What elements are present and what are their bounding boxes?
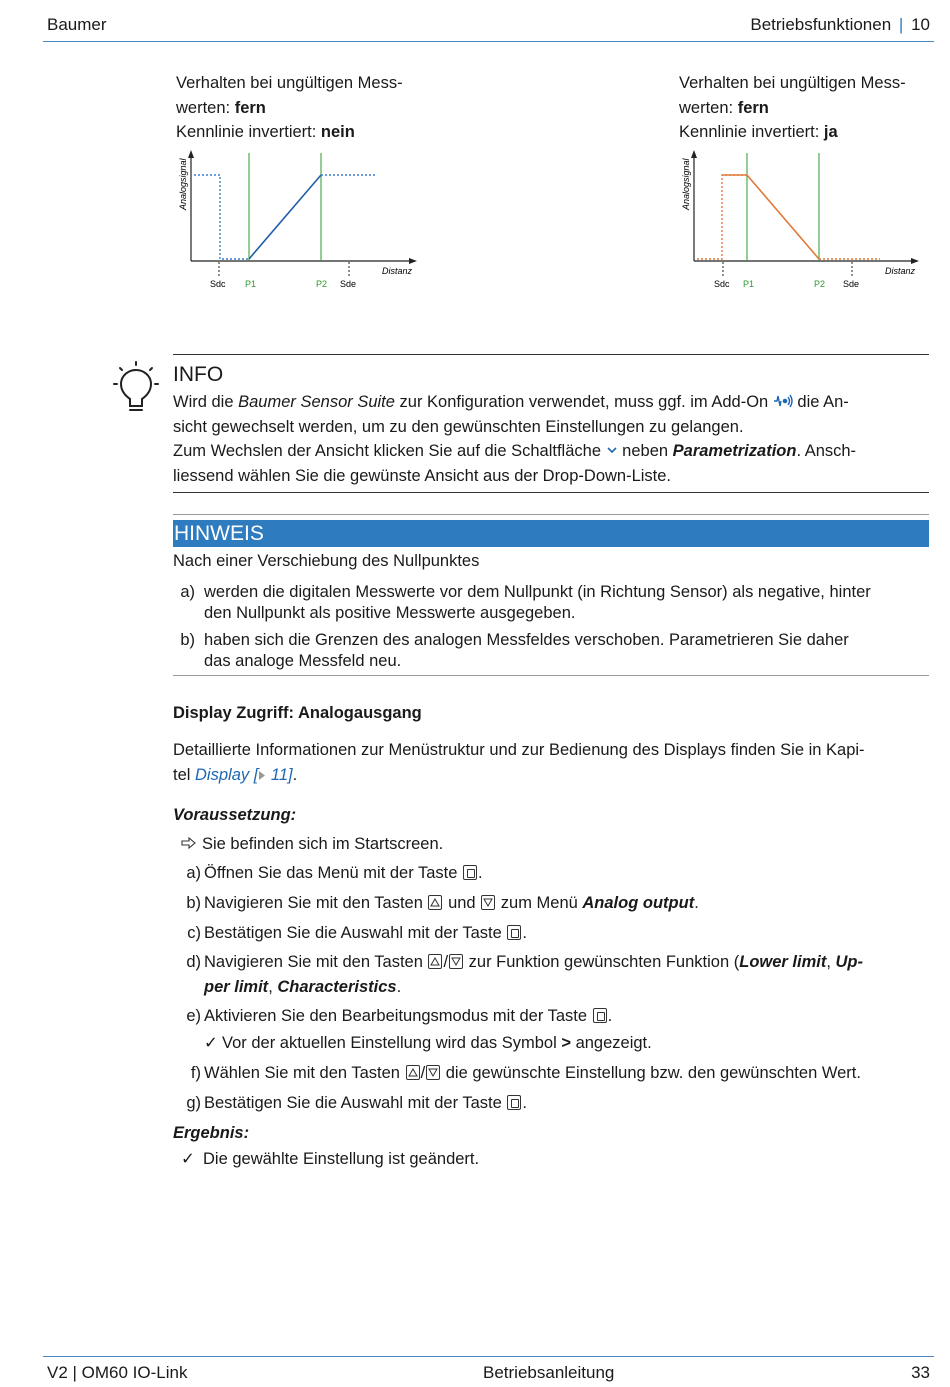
lightbulb-icon — [110, 360, 166, 418]
hinweis-bottom-rule — [173, 675, 929, 676]
display-chapter-link-page: 11] — [266, 765, 293, 784]
hinweis-item-a — [173, 582, 933, 623]
info-line-1-d: die An- — [792, 393, 849, 411]
figure-2-y-arrow — [691, 150, 697, 158]
step-e-result — [204, 1031, 924, 1056]
section-paragraph-line2-end: . — [292, 765, 298, 784]
figure-2-caption-line1: Verhalten bei ungültigen Mess- — [679, 74, 906, 92]
step-e-label: e) — [186, 1007, 201, 1025]
step-e-result-symbol: > — [561, 1034, 571, 1052]
step-c-body — [204, 921, 943, 946]
info-line-4: liessend wählen Sie die gewünste Ansicht aus der Drop-Down-Liste. — [173, 466, 672, 485]
figure-2-caption-line2-prefix: werten: — [679, 98, 738, 117]
figure-1-x-arrow — [409, 258, 417, 264]
step-b-body — [204, 891, 943, 916]
info-line-2: sicht gewechselt werden, um zu den gewünschten Einstellungen zu gelangen. — [173, 417, 744, 436]
figure-1-caption-line2-value: fern — [234, 98, 266, 117]
figure-2-caption-line3-prefix: Kennlinie invertiert: — [679, 123, 824, 141]
step-d-text2: zur Funktion gewünschten Funktion ( — [464, 953, 740, 971]
result-item — [181, 1147, 479, 1172]
section-paragraph-line2 — [173, 763, 933, 788]
step-b-end: . — [694, 894, 699, 912]
display-chapter-link-text: Display [ — [195, 765, 259, 784]
figure-1-tick-sde: Sde — [340, 279, 357, 289]
step-c-text: Bestätigen Sie die Auswahl mit der Taste — [204, 924, 507, 942]
step-e-result-c: angezeigt. — [571, 1034, 652, 1052]
figure-1-caption-line2 — [176, 96, 403, 121]
info-top-rule — [173, 354, 929, 355]
figure-2-tick-p1: P1 — [743, 279, 755, 289]
hinweis-item-a-line2: den Nullpunkt als positive Messwerte ausgegeben. — [204, 603, 576, 622]
figure-1-graph — [170, 146, 430, 296]
step-f-slash: / — [420, 1064, 426, 1082]
step-b-text3: zum Menü — [496, 894, 583, 912]
figure-1-caption-line3-value: nein — [320, 123, 355, 141]
step-c-label: c) — [187, 924, 201, 942]
figure-1-y-label: Analogsignal — [178, 158, 188, 210]
prereq-arrow-icon — [181, 837, 197, 849]
step-c — [173, 921, 943, 946]
step-f-body — [204, 1061, 943, 1086]
figure-2-tick-sdc: Sdc — [714, 279, 730, 289]
prereq-title: Voraussetzung: — [173, 806, 297, 824]
header-separator: | — [898, 15, 904, 34]
down-key-icon — [449, 954, 463, 969]
ok-key-icon — [463, 865, 477, 880]
step-f-text2: die gewünschte Einstellung bzw. den gewünschten Wert. — [441, 1064, 861, 1082]
step-b-label: b) — [186, 894, 201, 912]
signal-wave-icon — [773, 393, 793, 409]
step-g-end: . — [522, 1094, 527, 1112]
hinweis-intro: Nach einer Verschiebung des Nullpunktes — [173, 552, 480, 570]
header-page-ref: 10 — [911, 15, 930, 34]
footer-rule — [43, 1356, 934, 1357]
step-d — [173, 950, 943, 999]
footer-doc-id: V2 | OM60 IO-Link — [47, 1363, 188, 1382]
step-e-text: Aktivieren Sie den Bearbeitungsmodus mit der Taste — [204, 1007, 592, 1025]
step-f — [173, 1061, 943, 1086]
down-key-icon — [426, 1065, 440, 1080]
step-d-upper-limit-part2: per limit — [204, 977, 269, 996]
info-title: INFO — [173, 363, 224, 386]
step-b — [173, 891, 943, 916]
step-d-label: d) — [186, 953, 201, 971]
figure-2-characteristic-line — [722, 175, 819, 259]
figure-2-caption-line2-value: fern — [737, 98, 769, 117]
step-d-line2 — [204, 975, 943, 1000]
figure-1-caption — [176, 71, 403, 145]
step-c-end: . — [522, 924, 527, 942]
step-d-line1 — [204, 950, 943, 975]
info-line-3-d: . Ansch- — [796, 442, 857, 460]
figure-2-tick-p2: P2 — [814, 279, 826, 289]
step-g — [173, 1091, 943, 1116]
step-e — [173, 1004, 943, 1029]
up-key-icon — [406, 1065, 420, 1080]
display-chapter-link[interactable] — [195, 766, 293, 784]
figure-1-x-label: Distanz — [382, 266, 413, 276]
info-line-1 — [173, 390, 933, 415]
result-title: Ergebnis: — [173, 1124, 250, 1142]
step-b-menu-name: Analog output — [582, 894, 695, 912]
section-heading: Display Zugriff: Analogausgang — [173, 704, 422, 722]
checkmark-icon: ✓ — [204, 1034, 218, 1052]
info-line-1-c: zur Konfiguration verwendet, muss ggf. im Add-On — [394, 393, 773, 411]
figure-2-caption-line3-value: ja — [823, 123, 838, 141]
info-bottom-rule — [173, 492, 929, 493]
hinweis-item-b-line2: das analoge Messfeld neu. — [204, 651, 402, 670]
step-a — [173, 861, 943, 886]
step-d-upper-limit-part1: Up- — [835, 953, 863, 971]
step-f-text1: Wählen Sie mit den Tasten — [204, 1064, 405, 1082]
info-line-1-a: Wird die — [173, 393, 239, 411]
hinweis-title-bar: HINWEIS — [173, 520, 929, 547]
info-line-3-a: Zum Wechslen der Ansicht klicken Sie auf die Schaltfläche — [173, 442, 606, 460]
up-key-icon — [428, 954, 442, 969]
figure-1-dotted-invalid-left — [194, 175, 249, 259]
info-parametrization: Parametrization — [672, 442, 797, 460]
step-g-label: g) — [186, 1094, 201, 1112]
figure-2-y-label: Analogsignal — [681, 158, 691, 210]
info-body — [173, 390, 933, 488]
header-section-title: Betriebsfunktionen — [750, 15, 892, 34]
ok-key-icon — [593, 1008, 607, 1023]
hinweis-item-a-label: a) — [180, 583, 195, 601]
info-line-3 — [173, 439, 933, 464]
prereq-item — [181, 832, 443, 857]
section-paragraph-line2-a: tel — [173, 765, 196, 784]
figure-1-tick-p1: P1 — [245, 279, 257, 289]
header-section — [750, 15, 930, 35]
chevron-down-icon — [606, 445, 618, 455]
footer-doc-type: Betriebsanleitung — [483, 1363, 615, 1382]
up-key-icon — [428, 895, 442, 910]
figure-2-caption — [679, 71, 906, 145]
figure-2-caption-line3 — [679, 120, 906, 145]
figure-2-x-label: Distanz — [885, 266, 916, 276]
step-d-lower-limit: Lower limit — [739, 953, 827, 971]
header-brand: Baumer — [47, 15, 107, 34]
figure-2-graph — [673, 146, 933, 296]
hinweis-item-b-label: b) — [180, 631, 195, 649]
step-e-result-a: Vor der aktuellen Einstellung wird das Symbol — [222, 1034, 562, 1052]
figure-2-tick-sde: Sde — [843, 279, 860, 289]
figure-1-caption-line2-prefix: werten: — [176, 98, 235, 117]
hinweis-top-rule — [173, 514, 929, 515]
figure-2-dotted-invalid-left — [697, 175, 747, 259]
figure-1-caption-line3 — [176, 120, 403, 145]
checkmark-icon: ✓ — [181, 1150, 195, 1168]
step-f-label: f) — [190, 1064, 201, 1082]
info-software-name: Baumer Sensor Suite — [238, 393, 395, 411]
step-a-text: Öffnen Sie das Menü mit der Taste — [204, 864, 463, 882]
step-e-end: . — [607, 1007, 613, 1025]
step-d-comma1: , — [826, 953, 836, 971]
step-g-text: Bestätigen Sie die Auswahl mit der Taste — [204, 1094, 507, 1112]
step-a-body — [204, 861, 943, 886]
figure-1-y-arrow — [188, 150, 194, 158]
hinweis-item-a-line1: werden die digitalen Messwerte vor dem Nullpunkt (in Richtung Sensor) als negative, hinter — [204, 583, 871, 601]
down-key-icon — [481, 895, 495, 910]
step-g-body — [204, 1091, 943, 1116]
step-b-text2: und — [443, 894, 481, 912]
figure-2-caption-line2 — [679, 96, 906, 121]
figure-1-tick-p2: P2 — [316, 279, 328, 289]
prereq-item-text: Sie befinden sich im Startscreen. — [202, 835, 444, 853]
step-a-label: a) — [186, 864, 201, 882]
step-d-body — [204, 950, 943, 999]
info-line-3-b: neben — [617, 442, 673, 460]
step-e-body — [204, 1004, 943, 1029]
hinweis-item-b — [173, 630, 933, 671]
figure-1-caption-line1: Verhalten bei ungültigen Mess- — [176, 74, 403, 92]
step-b-text1: Navigieren Sie mit den Tasten — [204, 894, 428, 912]
header-rule — [43, 41, 934, 42]
ok-key-icon — [507, 1095, 521, 1110]
footer-page-number: 33 — [911, 1363, 930, 1382]
section-paragraph-line1: Detaillierte Informationen zur Menüstruktur und zur Bedienung des Displays finden Sie in Kapi- — [173, 741, 865, 759]
figure-1-characteristic-line — [249, 175, 321, 259]
hinweis-item-b-line1: haben sich die Grenzen des analogen Messfeldes verschoben. Parametrieren Sie daher — [204, 631, 849, 649]
step-a-end: . — [478, 864, 483, 882]
figure-2-x-arrow — [911, 258, 919, 264]
section-paragraph — [173, 738, 933, 787]
step-d-comma2: , — [268, 977, 278, 996]
step-d-slash: / — [443, 953, 449, 971]
figure-1-tick-sdc: Sdc — [210, 279, 226, 289]
figure-1-caption-line3-prefix: Kennlinie invertiert: — [176, 123, 321, 141]
step-d-characteristics: Characteristics — [277, 977, 397, 996]
result-item-text: Die gewählte Einstellung ist geändert. — [203, 1150, 480, 1168]
step-d-text1: Navigieren Sie mit den Tasten — [204, 953, 428, 971]
ok-key-icon — [507, 925, 521, 940]
step-d-end: . — [396, 977, 402, 996]
